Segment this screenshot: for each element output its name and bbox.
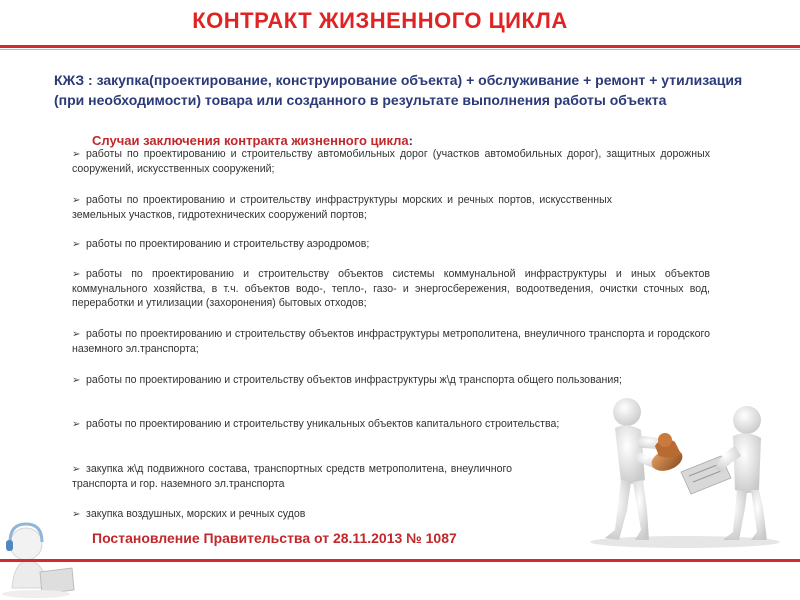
cases-heading bbox=[92, 133, 413, 148]
arrow-bullet-icon: ➢ bbox=[72, 149, 81, 160]
decree-reference: Постановление Правительства от 28.11.2013 № 1087 bbox=[92, 530, 457, 546]
list-item bbox=[72, 507, 512, 522]
contract-figures-illustration bbox=[585, 390, 790, 550]
list-item-text: работы по проектированию и строительству автомобильных дорог (участков автомобильных дорог), защитных дорожных сооружений, искусственных сооружений; bbox=[72, 148, 710, 175]
list-item-text: закупка воздушных, морских и речных судов bbox=[86, 508, 306, 520]
list-item bbox=[72, 237, 612, 252]
list-item bbox=[72, 147, 710, 176]
list-item bbox=[72, 267, 710, 310]
list-item-text: работы по проектированию и строительству инфраструктуры морских и речных портов, искусственных земельных участков, гидротехнических сооружений портов; bbox=[72, 194, 612, 221]
arrow-bullet-icon: ➢ bbox=[72, 419, 81, 430]
arrow-bullet-icon: ➢ bbox=[72, 195, 81, 206]
list-item-text: работы по проектированию и строительству объектов инфраструктуры ж\д транспорта общего пользования; bbox=[86, 374, 622, 386]
cases-heading-label: Случаи заключения контракта жизненного цикла bbox=[92, 133, 409, 148]
arrow-bullet-icon: ➢ bbox=[72, 509, 81, 520]
list-item bbox=[72, 327, 710, 356]
list-item bbox=[72, 193, 612, 222]
arrow-bullet-icon: ➢ bbox=[72, 329, 81, 340]
slide-title: КОНТРАКТ ЖИЗНЕННОГО ЦИКЛА bbox=[192, 8, 568, 33]
cases-heading-colon: : bbox=[408, 133, 414, 148]
arrow-bullet-icon: ➢ bbox=[72, 464, 81, 475]
title-divider-thin bbox=[0, 49, 800, 50]
list-item-text: работы по проектированию и строительству уникальных объектов капитального строительства; bbox=[86, 418, 560, 430]
list-item bbox=[72, 373, 710, 388]
footer-divider bbox=[0, 559, 800, 562]
list-item-text: работы по проектированию и строительству аэродромов; bbox=[86, 238, 370, 250]
arrow-bullet-icon: ➢ bbox=[72, 375, 81, 386]
arrow-bullet-icon: ➢ bbox=[72, 239, 81, 250]
list-item-text: работы по проектированию и строительству объектов системы коммунальной инфраструктуры и иных объектов коммунального хозяйства, в т.ч. объектов водо-, тепло-, газо- и энергосбережения, водоотведения, очистки сточных вод, переработки и утилизации (захоронения) бытовых отходов; bbox=[72, 268, 710, 309]
definition-text: КЖЗ : закупка(проектирование, конструирование объекта) + обслуживание + ремонт + утилизация (при необходимости) товара или созданного в результате выполнения работы объекта bbox=[54, 72, 743, 108]
title-divider bbox=[0, 45, 800, 48]
list-item bbox=[72, 462, 512, 491]
arrow-bullet-icon: ➢ bbox=[72, 269, 81, 280]
list-item bbox=[72, 417, 562, 432]
list-item-text: работы по проектированию и строительству объектов инфраструктуры метрополитена, внеуличного транспорта и городского наземного эл.транспорта; bbox=[72, 328, 710, 355]
list-item-text: закупка ж\д подвижного состава, транспортных средств метрополитена, внеуличного транспорта и гор. наземного эл.транспорта bbox=[72, 463, 512, 490]
